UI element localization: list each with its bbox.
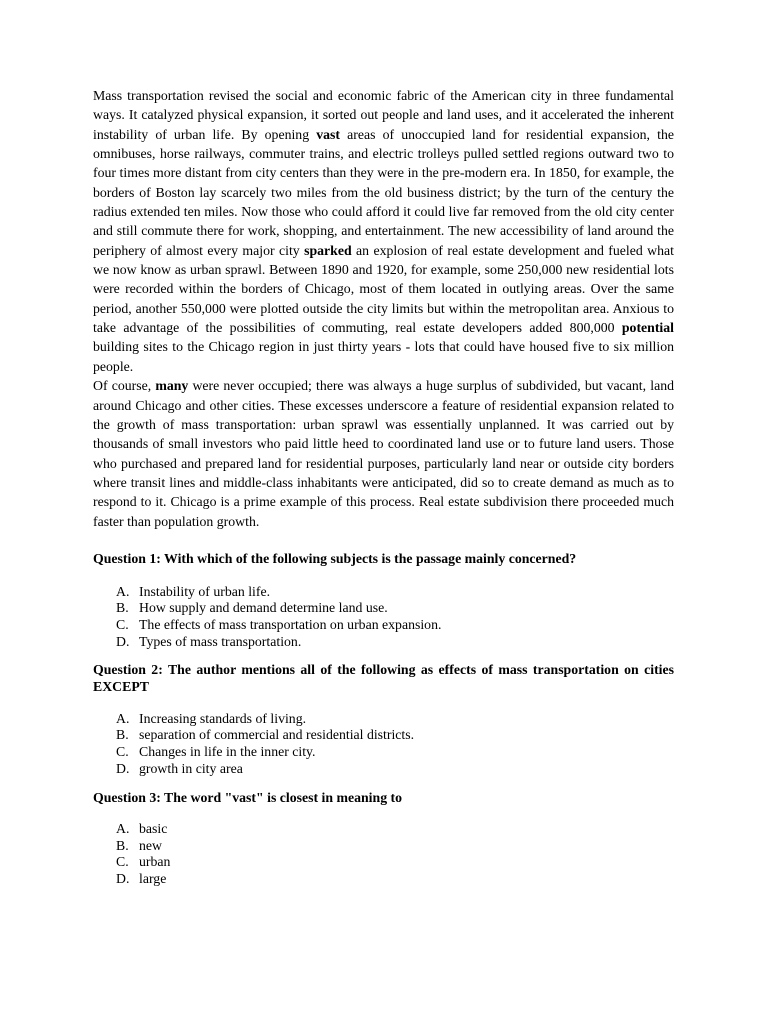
- option-text: growth in city area: [139, 760, 243, 776]
- option-letter: A.: [116, 710, 130, 726]
- highlighted-word-potential: potential: [621, 320, 674, 336]
- option-item: [93, 871, 674, 888]
- question-3-options: [93, 821, 674, 888]
- passage-paragraph-2: Of course, many were never occupied; there was always a huge surplus of subdivided, but vacant, land around Chicago and other cities. These excesses underscore a feature of residential expansion related to the growth of mass transportation: urban sprawl was essentially unplanned. It was carried out by thousands of small investors who paid little heed to coordinated land use or to future land users. Those who purchased and prepared land for residential purposes, particularly land near or outside city borders where transit lines and middle-class inhabitants were anticipated, did so to create demand as much as to respond to it. Chicago is a prime example of this process. Real estate subdivision there proceeded much faster than population growth.: [93, 378, 674, 529]
- question-3: Question 3: The word "vast" is closest in meaning to: [93, 790, 403, 806]
- highlighted-word-sparked: sparked: [304, 242, 352, 258]
- question-1-options: [93, 584, 674, 651]
- option-letter: D.: [116, 633, 130, 649]
- option-text: How supply and demand determine land use.: [139, 600, 388, 616]
- option-text: urban: [139, 854, 171, 870]
- highlighted-word-many: many: [155, 378, 189, 394]
- option-text: Types of mass transportation.: [139, 633, 302, 649]
- option-item: [93, 744, 674, 761]
- question-2-options: [93, 711, 674, 778]
- option-item: [93, 634, 674, 651]
- highlighted-word-vast: vast: [316, 126, 340, 142]
- option-letter: C.: [116, 743, 129, 759]
- option-letter: D.: [116, 871, 130, 887]
- question-2: Question 2: The author mentions all of the following as effects of mass transportation on cities EXCEPT: [93, 662, 674, 694]
- option-text: Changes in life in the inner city.: [139, 743, 316, 759]
- option-item: [93, 584, 674, 601]
- option-item: [93, 838, 674, 855]
- option-item: [93, 600, 674, 617]
- option-text: Instability of urban life.: [139, 583, 271, 599]
- option-item: [93, 761, 674, 778]
- option-item: [93, 727, 674, 744]
- option-item: [93, 617, 674, 634]
- option-letter: B.: [116, 837, 129, 853]
- option-item: [93, 821, 674, 838]
- document-page: [93, 86, 674, 888]
- option-letter: D.: [116, 760, 130, 776]
- reading-passage: [93, 86, 674, 531]
- option-letter: C.: [116, 854, 129, 870]
- option-item: [93, 711, 674, 728]
- option-letter: B.: [116, 727, 129, 743]
- option-letter: B.: [116, 600, 129, 616]
- option-text: basic: [139, 820, 168, 836]
- option-text: The effects of mass transportation on urban expansion.: [139, 616, 442, 632]
- option-text: Increasing standards of living.: [139, 710, 307, 726]
- option-text: separation of commercial and residential districts.: [139, 727, 415, 743]
- option-text: large: [139, 871, 167, 887]
- option-letter: A.: [116, 583, 130, 599]
- passage-paragraph-1: Mass transportation revised the social and economic fabric of the American city in three fundamental ways. It catalyzed physical expansion, it sorted out people and land uses, and it accelerated the inherent instability of urban life. By opening vast areas of unoccupied land for residential expansion, the omnibuses, horse railways, commuter trains, and electric trolleys pulled settled regions outward two to four times more distant from city centers than they were in the pre-modern era. In 1850, for example, the borders of Boston lay scarcely two miles from the old business district; by the turn of the century the radius extended ten miles. Now those who could afford it could live far removed from the old city center and still commute there for work, shopping, and entertainment. The new accessibility of land around the periphery of almost every major city sparked an explosion of real estate development and fueled what we now know as urban sprawl. Between 1890 and 1920, for example, some 250,000 new residential lots were recorded within the borders of Chicago, most of them located in outlying areas. Over the same period, another 550,000 were plotted outside the city limits but within the metropolitan area. Anxious to take advantage of the possibilities of commuting, real estate developers added 800,000 potential building sites to the Chicago region in just thirty years - lots that could have housed five to six million people.: [93, 88, 675, 374]
- option-item: [93, 854, 674, 871]
- question-1: Question 1: With which of the following subjects is the passage mainly concerned?: [93, 550, 577, 566]
- option-letter: C.: [116, 616, 129, 632]
- option-text: new: [139, 837, 162, 853]
- option-letter: A.: [116, 820, 130, 836]
